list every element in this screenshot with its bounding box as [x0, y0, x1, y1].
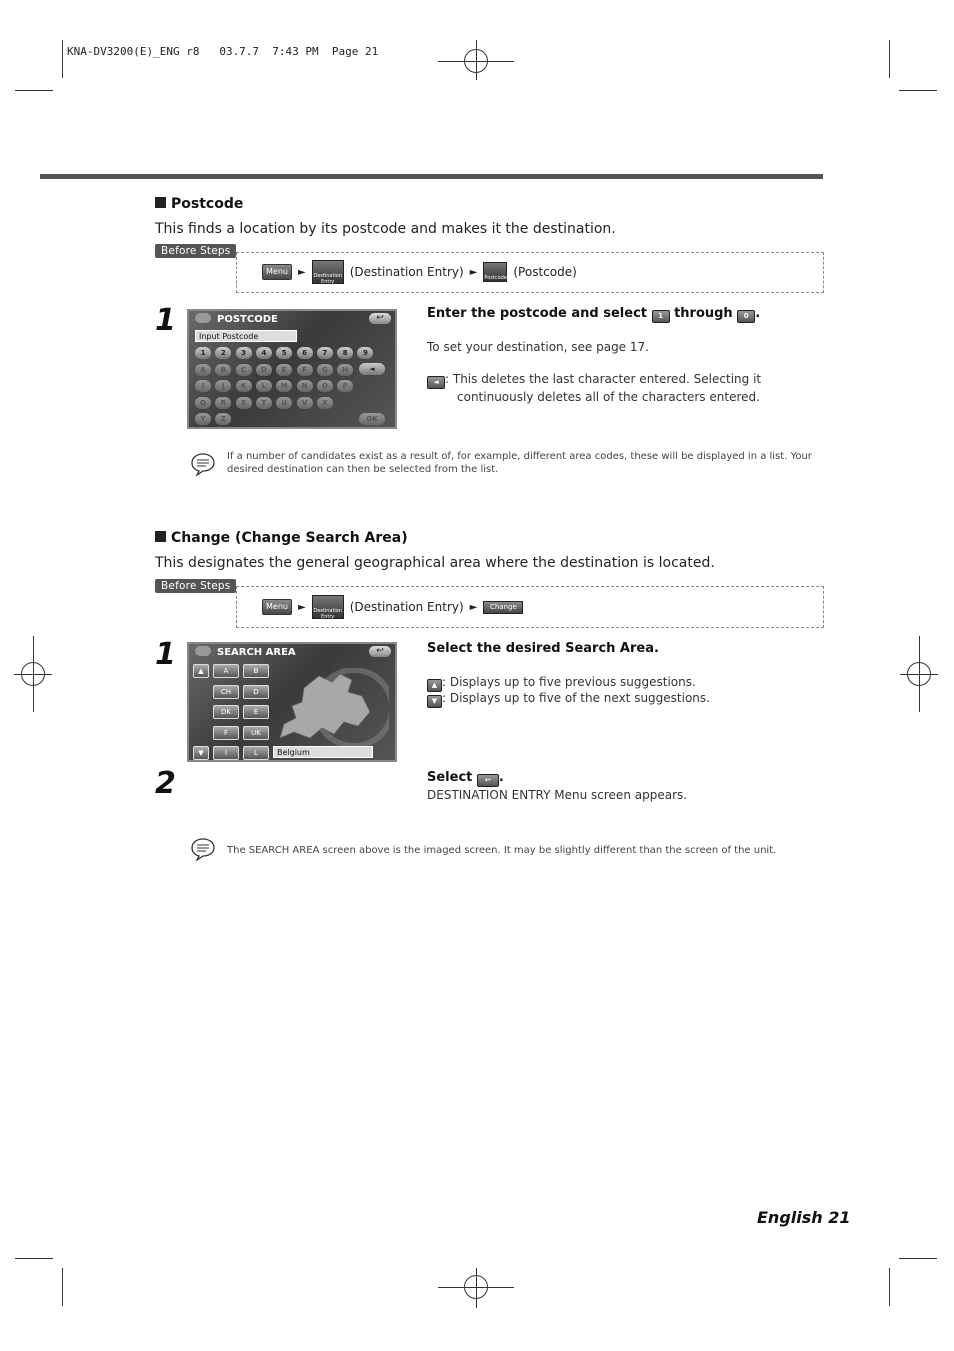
- postcode-tile-icon: Postcode: [483, 262, 507, 282]
- destination-entry-text: (Destination Entry): [349, 265, 464, 279]
- postcode-input[interactable]: Input Postcode: [195, 330, 297, 342]
- before-steps-flow: [262, 595, 523, 619]
- page-footer: English 21: [757, 1208, 851, 1227]
- registration-mark-icon: [907, 662, 931, 686]
- arrow-right-icon: ►: [469, 266, 478, 278]
- crop-mark: [62, 1268, 63, 1306]
- key-b[interactable]: B: [215, 364, 231, 376]
- step-number: 2: [155, 766, 176, 801]
- scroll-down-icon: ▼: [427, 695, 442, 708]
- before-steps-tag: Before Steps: [155, 579, 236, 593]
- registration-mark-icon: [464, 49, 488, 73]
- see-page-text: To set your destination, see page 17.: [427, 340, 649, 354]
- crop-mark: [889, 1268, 890, 1306]
- search-area-screenshot: [187, 642, 397, 762]
- key-y[interactable]: Y: [195, 413, 211, 425]
- area-button-ch[interactable]: CH: [213, 685, 239, 699]
- area-button-l[interactable]: L: [243, 746, 269, 760]
- postcode-note: If a number of candidates exist as a result of, for example, different area codes, these will be displayed in a list. Your desired destination can then be selected from the list.: [227, 451, 812, 475]
- postcode-lead: This finds a location by its postcode and makes it the destination.: [155, 221, 616, 237]
- europe-map-icon: [274, 668, 389, 748]
- key-1[interactable]: 1: [195, 347, 211, 359]
- crop-mark: [15, 90, 53, 91]
- key-1-icon: 1: [652, 310, 670, 323]
- square-bullet-icon: [155, 531, 166, 542]
- postcode-text: (Postcode): [513, 265, 577, 279]
- area-button-e[interactable]: E: [243, 705, 269, 719]
- note-icon: [190, 452, 216, 476]
- area-button-dk[interactable]: DK: [213, 705, 239, 719]
- destination-entry-icon: Destination Entry: [312, 260, 344, 284]
- ok-key[interactable]: OK: [359, 413, 385, 425]
- key-m[interactable]: M: [276, 380, 292, 392]
- gps-icon: [195, 646, 211, 656]
- postcode-screenshot: [187, 309, 397, 429]
- key-c[interactable]: C: [236, 364, 252, 376]
- note-icon: [190, 837, 216, 861]
- key-x[interactable]: X: [317, 397, 333, 409]
- key-f[interactable]: F: [297, 364, 313, 376]
- key-8[interactable]: 8: [337, 347, 353, 359]
- arrow-right-icon: ►: [298, 601, 306, 613]
- crop-mark: [899, 90, 937, 91]
- menu-button-icon: Menu: [262, 264, 292, 280]
- crop-mark: [15, 1258, 53, 1259]
- registration-mark-icon: [21, 662, 45, 686]
- change-lead: This designates the general geographical area where the destination is located.: [155, 555, 715, 571]
- key-v[interactable]: V: [297, 397, 313, 409]
- gps-icon: [195, 313, 211, 323]
- key-i[interactable]: I: [195, 380, 211, 392]
- postcode-heading: Postcode: [155, 196, 243, 212]
- scroll-down-button[interactable]: ▼: [193, 746, 209, 760]
- destination-entry-icon: Destination Entry: [312, 595, 344, 619]
- key-9[interactable]: 9: [357, 347, 373, 359]
- arrow-right-icon: ►: [298, 266, 306, 278]
- key-e[interactable]: E: [276, 364, 292, 376]
- key-2[interactable]: 2: [215, 347, 231, 359]
- area-button-b[interactable]: B: [243, 664, 269, 678]
- square-bullet-icon: [155, 197, 166, 208]
- select-back-instruction: Select ↩ .: [427, 770, 504, 785]
- key-0-icon: 0: [737, 310, 755, 323]
- step-number: 1: [155, 303, 176, 338]
- delete-key-icon: ◄: [427, 376, 445, 389]
- section-rule: [40, 174, 823, 179]
- delete-description: ◄ : This deletes the last character entered. Selecting it continuously deletes all of the characters entered.: [427, 371, 761, 406]
- area-button-a[interactable]: A: [213, 664, 239, 678]
- key-4[interactable]: 4: [256, 347, 272, 359]
- result-text: DESTINATION ENTRY Menu screen appears.: [427, 788, 688, 802]
- key-p[interactable]: P: [337, 380, 353, 392]
- selected-area: Belgium: [273, 746, 373, 758]
- crop-mark: [889, 40, 890, 78]
- area-button-uk[interactable]: UK: [243, 726, 269, 740]
- back-icon: ↩: [477, 774, 499, 787]
- change-heading: Change (Change Search Area): [155, 530, 408, 546]
- key-d[interactable]: D: [256, 364, 272, 376]
- crop-mark: [62, 40, 63, 78]
- scroll-up-button[interactable]: ▲: [193, 664, 209, 678]
- crop-mark: [899, 1258, 937, 1259]
- key-u[interactable]: U: [276, 397, 292, 409]
- key-s[interactable]: S: [236, 397, 252, 409]
- menu-button-icon: Menu: [262, 599, 292, 615]
- key-o[interactable]: O: [317, 380, 333, 392]
- scroll-up-icon: ▲: [427, 679, 442, 692]
- screen-title: SEARCH AREA: [217, 647, 296, 658]
- key-k[interactable]: K: [236, 380, 252, 392]
- step-number: 1: [155, 637, 176, 672]
- prev-description: ▲ : Displays up to five previous suggestions.: [427, 674, 696, 692]
- key-l[interactable]: L: [256, 380, 272, 392]
- change-button-icon: Change: [483, 601, 523, 614]
- registration-mark-icon: [464, 1275, 488, 1299]
- key-5[interactable]: 5: [276, 347, 292, 359]
- before-steps-flow: [262, 260, 577, 284]
- key-6[interactable]: 6: [297, 347, 313, 359]
- key-r[interactable]: R: [215, 397, 231, 409]
- before-steps-tag: Before Steps: [155, 244, 236, 258]
- screen-title: POSTCODE: [217, 314, 278, 325]
- arrow-right-icon: ►: [469, 601, 478, 613]
- area-button-f[interactable]: F: [213, 726, 239, 740]
- key-a[interactable]: A: [195, 364, 211, 376]
- destination-entry-text: (Destination Entry): [349, 600, 464, 614]
- key-z[interactable]: Z: [215, 413, 231, 425]
- key-3[interactable]: 3: [236, 347, 252, 359]
- delete-key[interactable]: ◄: [359, 363, 385, 375]
- back-icon: ↩: [369, 313, 391, 324]
- key-j[interactable]: J: [215, 380, 231, 392]
- next-description: ▼ : Displays up to five of the next suggestions.: [427, 690, 710, 708]
- search-area-note: The SEARCH AREA screen above is the imaged screen. It may be slightly different than the screen of the unit.: [227, 845, 777, 856]
- postcode-instruction: Enter the postcode and select 1 through 0 .: [427, 306, 761, 321]
- key-t[interactable]: T: [256, 397, 272, 409]
- area-button-d[interactable]: D: [243, 685, 269, 699]
- key-q[interactable]: Q: [195, 397, 211, 409]
- area-button-i[interactable]: I: [213, 746, 239, 760]
- back-icon: ↩: [369, 646, 391, 657]
- key-g[interactable]: G: [317, 364, 333, 376]
- search-area-instruction: Select the desired Search Area.: [427, 641, 659, 656]
- key-h[interactable]: H: [337, 364, 353, 376]
- key-7[interactable]: 7: [317, 347, 333, 359]
- print-slug: KNA-DV3200(E)_ENG r8 03.7.7 7:43 PM Page 21: [67, 45, 379, 58]
- key-n[interactable]: N: [297, 380, 313, 392]
